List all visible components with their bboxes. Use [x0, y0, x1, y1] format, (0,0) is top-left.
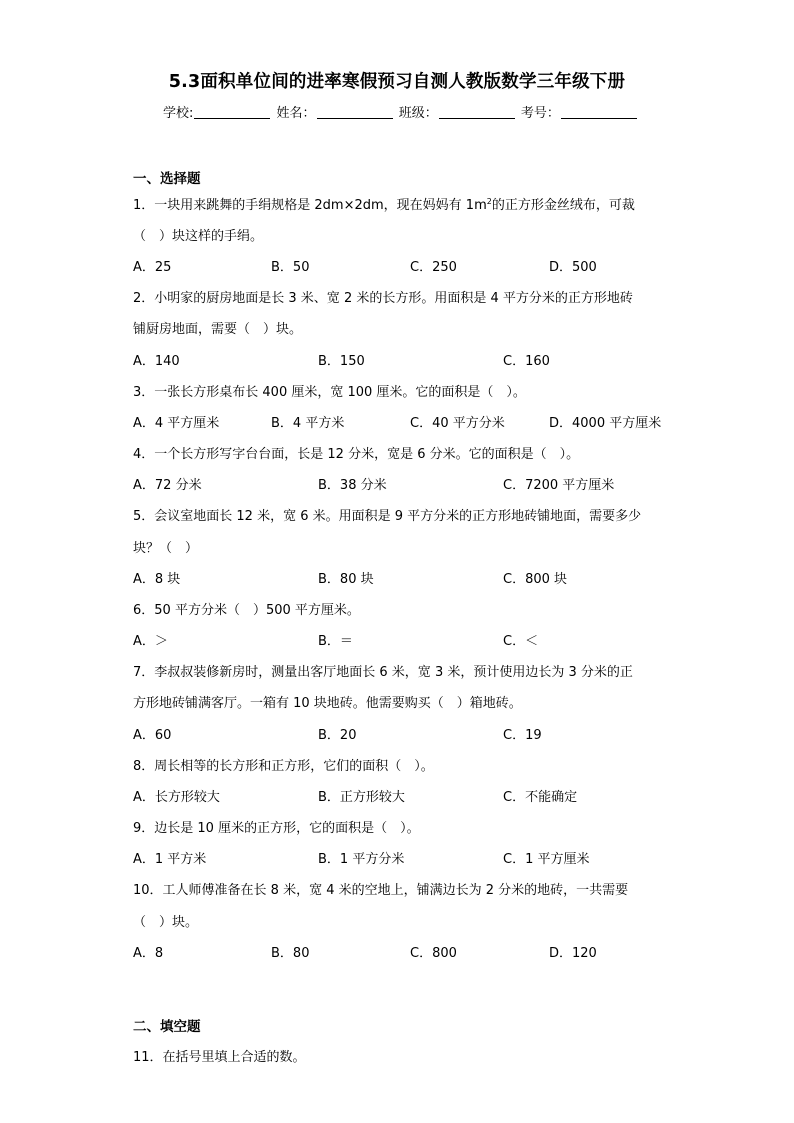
question-10-option-c[interactable]: C．800 — [410, 946, 457, 961]
question-8-option-c[interactable]: C．不能确定 — [503, 790, 578, 805]
question-7-line-1: 7．李叔叔装修新房时，测量出客厅地面长 6 米，宽 3 米，预计使用边长为 3 分米的正 — [133, 665, 633, 680]
school-label: 学校: — [163, 106, 194, 121]
question-7-option-b[interactable]: B．20 — [318, 728, 357, 743]
student-info-row — [163, 102, 639, 121]
class-blank[interactable] — [439, 106, 515, 119]
question-9-line-1: 9．边长是 10 厘米的正方形，它的面积是（ ）。 — [133, 821, 420, 836]
question-3-line-1: 3．一张长方形桌布长 400 厘米，宽 100 厘米。它的面积是（ ）。 — [133, 385, 526, 400]
number-blank[interactable] — [561, 106, 637, 119]
question-9-option-a[interactable]: A．1 平方米 — [133, 852, 207, 867]
question-5-option-a[interactable]: A．8 块 — [133, 572, 181, 587]
question-2-line-1: 2．小明家的厨房地面是长 3 米、宽 2 米的长方形。用面积是 4 平方分米的正方形地砖 — [133, 291, 633, 306]
question-3-option-c[interactable]: C．40 平方分米 — [410, 416, 505, 431]
question-10-option-b[interactable]: B．80 — [271, 946, 310, 961]
page-title: 5.3面积单位间的进率寒假预习自测人教版数学三年级下册 — [168, 72, 626, 92]
class-label: 班级： — [398, 106, 438, 121]
question-1-option-a[interactable]: A．25 — [133, 260, 172, 275]
question-2-option-c[interactable]: C．160 — [503, 354, 550, 369]
section-heading-choice: 一、选择题 — [133, 171, 201, 187]
question-3-option-a[interactable]: A．4 平方厘米 — [133, 416, 220, 431]
question-6-option-c[interactable]: C．＜ — [503, 634, 539, 649]
question-7-option-c[interactable]: C．19 — [503, 728, 542, 743]
question-3-option-b[interactable]: B．4 平方米 — [271, 416, 345, 431]
question-8-option-a[interactable]: A．长方形较大 — [133, 790, 220, 805]
question-10-option-a[interactable]: A．8 — [133, 946, 164, 961]
question-9-option-c[interactable]: C．1 平方厘米 — [503, 852, 590, 867]
question-4-line-1: 4．一个长方形写字台台面，长是 12 分米，宽是 6 分米。它的面积是（ ）。 — [133, 447, 580, 462]
name-label: 姓名： — [276, 106, 316, 121]
question-10-line-2: （ ）块。 — [133, 915, 199, 930]
question-3-option-d[interactable]: D．4000 平方厘米 — [549, 416, 662, 431]
question-1-option-b[interactable]: B．50 — [271, 260, 310, 275]
question-2-line-2: 铺厨房地面，需要（ ）块。 — [133, 322, 303, 337]
question-1-option-c[interactable]: C．250 — [410, 260, 457, 275]
question-11-line-1: 11．在括号里填上合适的数。 — [133, 1050, 306, 1065]
question-7-option-a[interactable]: A．60 — [133, 728, 172, 743]
question-4-option-a[interactable]: A．72 分米 — [133, 478, 202, 493]
question-6-option-a[interactable]: A．＞ — [133, 634, 168, 649]
question-1-line-2: （ ）块这样的手绢。 — [133, 229, 264, 244]
question-10-line-1: 10．工人师傅准备在长 8 米，宽 4 米的空地上，铺满边长为 2 分米的地砖，一共需要 — [133, 883, 629, 898]
question-5-option-c[interactable]: C．800 块 — [503, 572, 568, 587]
question-5-line-2: 块？（ ） — [133, 541, 199, 556]
question-1-option-d[interactable]: D．500 — [549, 260, 597, 275]
question-5-option-b[interactable]: B．80 块 — [318, 572, 374, 587]
question-8-line-1: 8．周长相等的长方形和正方形，它们的面积（ ）。 — [133, 759, 434, 774]
question-8-option-b[interactable]: B．正方形较大 — [318, 790, 405, 805]
name-blank[interactable] — [317, 106, 393, 119]
question-4-option-b[interactable]: B．38 分米 — [318, 478, 387, 493]
question-10-option-d[interactable]: D．120 — [549, 946, 597, 961]
question-4-option-c[interactable]: C．7200 平方厘米 — [503, 478, 615, 493]
question-2-option-b[interactable]: B．150 — [318, 354, 365, 369]
school-blank[interactable] — [194, 106, 270, 119]
question-2-option-a[interactable]: A．140 — [133, 354, 180, 369]
question-5-line-1: 5．会议室地面长 12 米，宽 6 米。用面积是 9 平方分米的正方形地砖铺地面，需要多少 — [133, 509, 642, 524]
question-6-option-b[interactable]: B．＝ — [318, 634, 353, 649]
question-9-option-b[interactable]: B．1 平方分米 — [318, 852, 405, 867]
section-heading-fill: 二、填空题 — [133, 1019, 201, 1035]
question-7-line-2: 方形地砖铺满客厅。一箱有 10 块地砖。他需要购买（ ）箱地砖。 — [133, 696, 522, 711]
number-label: 考号： — [520, 106, 560, 121]
question-6-line-1: 6．50 平方分米（ ）500 平方厘米。 — [133, 603, 360, 618]
question-1-line-1: 1．一块用来跳舞的手绢规格是 2dm×2dm，现在妈妈有 $1m^2$的正方形金丝绒布，可裁 — [133, 197, 635, 213]
